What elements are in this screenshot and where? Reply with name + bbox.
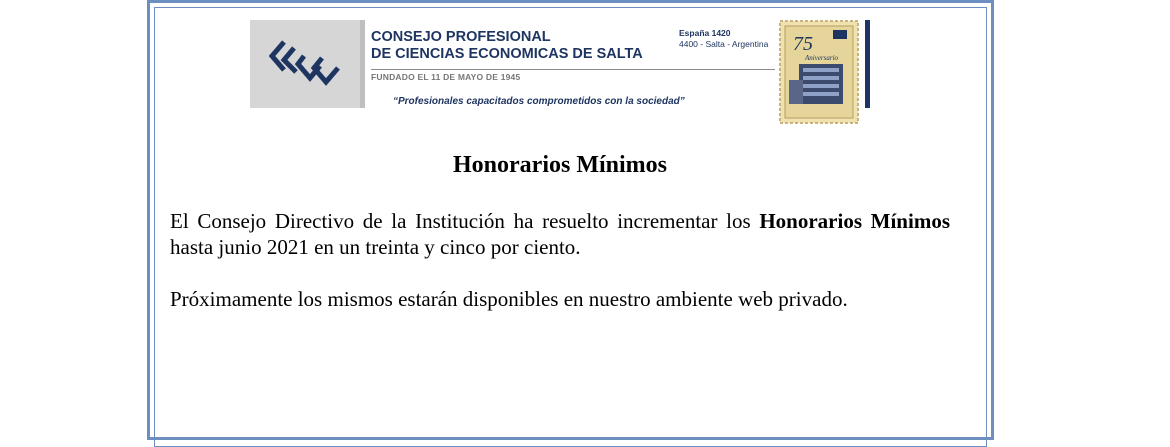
stamp-number: 75	[793, 33, 813, 55]
org-name	[371, 29, 643, 63]
stamp-subtitle: Aniversario	[805, 54, 839, 62]
address-city: 4400 - Salta - Argentina	[679, 39, 769, 49]
org-name-line2: DE CIENCIAS ECONOMICAS DE SALTA	[371, 46, 643, 62]
letterhead-navy-bar	[865, 20, 870, 108]
p1-text-end: hasta junio 2021 en un treinta y cinco por ciento.	[170, 235, 581, 259]
address-street: España 1420	[679, 28, 731, 38]
p1-text-start: El Consejo Directivo de la Institución ha resuelto incrementar los	[170, 209, 760, 233]
notice-paragraph-2: Próximamente los mismos estarán disponibles en nuestro ambiente web privado.	[170, 287, 848, 311]
motto: “Profesionales capacitados comprometidos con la sociedad”	[393, 96, 685, 107]
founded-line: FUNDADO EL 11 DE MAYO DE 1945	[371, 72, 521, 82]
org-address	[679, 28, 768, 50]
cpce-logo-icon	[268, 38, 348, 90]
p1-bold-honorarios: Honorarios Mínimos	[759, 209, 950, 233]
anniversary-stamp	[779, 20, 859, 124]
cpce-logo	[250, 20, 360, 108]
notice-paragraph-1	[170, 208, 950, 260]
letterhead-divider	[371, 69, 775, 70]
letterhead	[250, 20, 870, 125]
notice-title: Honorarios Mínimos	[453, 152, 667, 178]
letterhead-grey-bar	[360, 20, 365, 108]
org-name-line1: CONSEJO PROFESIONAL	[371, 29, 551, 45]
